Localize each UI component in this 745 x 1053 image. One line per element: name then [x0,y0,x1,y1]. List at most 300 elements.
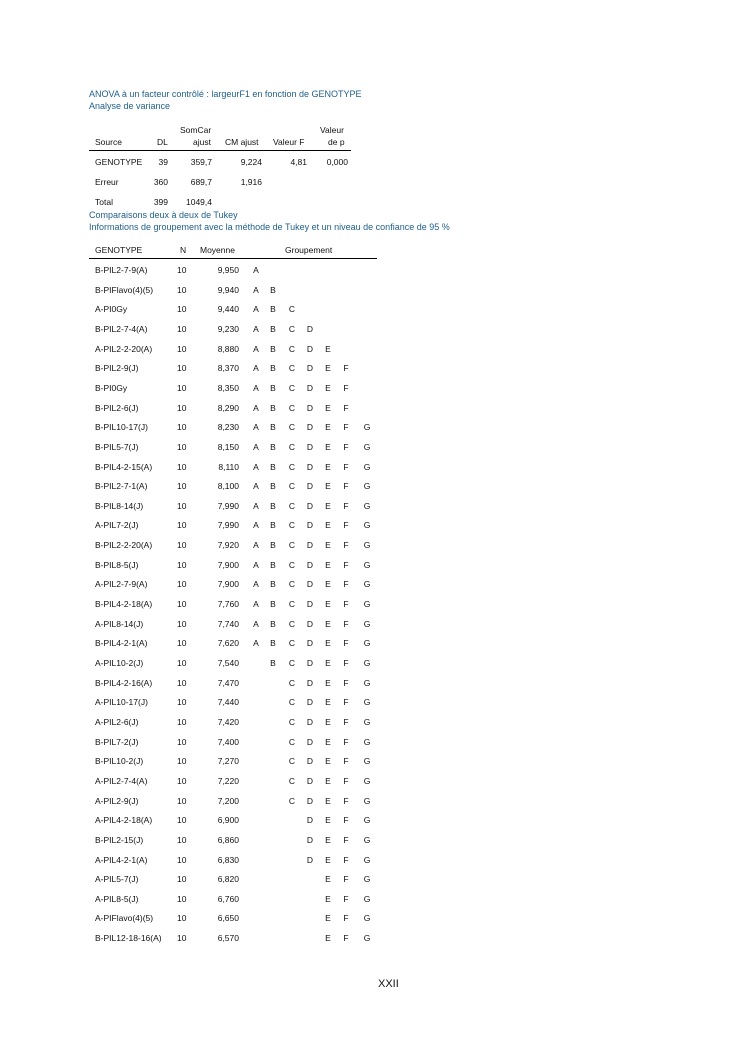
mean-cell: 8,150 [217,441,239,452]
group-letter-cell: D [306,716,314,727]
group-letter-cell: G [363,461,371,472]
group-letter-cell: F [343,658,349,668]
group-letter-cell: C [288,638,296,649]
group-letter-cell: C [288,402,296,413]
anova-ss-cell: 359,7 [190,157,212,167]
group-letter-cell: G [363,933,371,944]
group-letter-cell: C [288,677,296,688]
group-letter-cell: F [343,579,349,590]
mean-cell: 7,990 [217,500,239,511]
group-letter-cell: F [343,775,349,786]
group-letter-cell: F [343,599,349,610]
group-letter-cell: B [270,441,276,452]
group-letter-cell: G [363,716,371,727]
mean-cell: 7,420 [217,716,239,727]
group-letter-cell: C [288,382,296,393]
mean-cell: 9,230 [217,323,239,334]
group-letter-cell: E [325,716,331,727]
mean-cell: 9,950 [217,265,239,275]
anova-header-somcar-2: ajust [193,137,211,147]
group-letter-cell: D [306,795,314,806]
group-letter-cell: F [343,618,349,629]
group-letter-cell: D [306,658,314,668]
group-letter-cell: B [270,520,276,531]
group-letter-cell: G [363,481,371,492]
genotype-cell: B-PIL2-7-1(A) [95,481,148,492]
group-letter-cell: B [270,500,276,511]
group-letter-cell: E [325,382,331,393]
group-letter-cell: B [270,363,276,374]
mean-cell: 7,220 [217,775,239,786]
group-letter-cell: B [270,323,276,334]
mean-cell: 7,200 [217,795,239,806]
mean-cell: 7,900 [217,579,239,590]
genotype-cell: A-PIL2-6(J) [95,716,139,727]
n-cell: 10 [177,559,187,570]
group-letter-cell: B [270,284,276,295]
group-letter-cell: A [253,540,259,551]
group-letter-cell: F [343,481,349,492]
group-letter-cell: G [363,441,371,452]
genotype-cell: B-PIL5-7(J) [95,441,139,452]
anova-subtitle: Analyse de variance [89,101,171,111]
anova-header-source: Source [95,137,122,147]
genotype-cell: B-PIL8-14(J) [95,500,144,511]
group-letter-cell: D [306,736,314,747]
genotype-cell: B-PIL4-2-15(A) [95,461,153,472]
group-letter-cell: C [288,441,296,452]
anova-header-pvalue-2: de p [328,137,345,147]
group-letter-cell: D [306,618,314,629]
group-letter-cell: C [288,540,296,551]
group-letter-cell: A [253,579,259,590]
mean-cell: 6,860 [217,834,239,845]
group-letter-cell: E [325,422,331,433]
mean-cell: 9,440 [217,304,239,315]
group-letter-cell: D [306,677,314,688]
anova-header-pvalue-1: Valeur [320,125,344,135]
group-letter-cell: E [325,500,331,511]
group-letter-cell: F [343,461,349,472]
anova-p-cell: 0,000 [326,157,348,167]
group-letter-cell: A [253,500,259,511]
genotype-cell: B-PIL2-15(J) [95,834,144,845]
group-letter-cell: A [253,284,259,295]
group-letter-cell: E [325,893,331,904]
group-letter-cell: A [253,461,259,472]
group-letter-cell: E [325,441,331,452]
tukey-subtitle: Informations de groupement avec la méthode de Tukey et un niveau de confiance de 95 % [89,222,450,232]
n-cell: 10 [177,716,187,727]
genotype-cell: A-PIL10-2(J) [95,658,144,668]
n-cell: 10 [177,422,187,433]
mean-cell: 7,990 [217,520,239,531]
n-cell: 10 [177,284,187,295]
group-letter-cell: F [343,500,349,511]
group-letter-cell: D [306,402,314,413]
anova-header-cm: CM ajust [225,137,259,147]
group-letter-cell: E [325,775,331,786]
group-letter-cell: G [363,559,371,570]
group-letter-cell: E [325,579,331,590]
group-letter-cell: E [325,618,331,629]
group-letter-cell: D [306,323,314,334]
anova-title: ANOVA à un facteur contrôlé : largeurF1 en fonction de GENOTYPE [89,89,362,99]
group-letter-cell: E [325,736,331,747]
group-letter-cell: G [363,874,371,885]
n-cell: 10 [177,461,187,472]
genotype-cell: B-PIL12-18-16(A) [95,933,162,944]
group-letter-cell: B [270,382,276,393]
group-letter-cell: G [363,677,371,688]
group-letter-cell: G [363,540,371,551]
group-letter-cell: F [343,834,349,845]
group-letter-cell: E [325,343,331,354]
group-letter-cell: F [343,893,349,904]
genotype-cell: A-PIL2-9(J) [95,795,139,806]
group-letter-cell: F [343,422,349,433]
group-letter-cell: D [306,854,314,865]
anova-header-dl: DL [157,137,168,147]
group-letter-cell: E [325,481,331,492]
group-letter-cell: D [306,422,314,433]
group-letter-cell: A [253,402,259,413]
genotype-cell: B-PIL2-7-4(A) [95,323,148,334]
group-letter-cell: F [343,815,349,826]
n-cell: 10 [177,441,187,452]
group-letter-cell: C [288,323,296,334]
mean-cell: 7,470 [217,677,239,688]
mean-cell: 8,290 [217,402,239,413]
group-letter-cell: G [363,658,371,668]
group-letter-cell: F [343,441,349,452]
group-letter-cell: F [343,540,349,551]
n-cell: 10 [177,579,187,590]
group-letter-cell: C [288,422,296,433]
tukey-header-rule [89,258,377,259]
n-cell: 10 [177,697,187,708]
group-letter-cell: A [253,618,259,629]
group-letter-cell: C [288,559,296,570]
group-letter-cell: G [363,913,371,924]
n-cell: 10 [177,854,187,865]
mean-cell: 7,920 [217,540,239,551]
group-letter-cell: D [306,500,314,511]
mean-cell: 7,760 [217,599,239,610]
group-letter-cell: D [306,382,314,393]
genotype-cell: A-PIL7-2(J) [95,520,139,531]
n-cell: 10 [177,382,187,393]
group-letter-cell: E [325,677,331,688]
genotype-cell: A-PIL2-7-4(A) [95,775,148,786]
group-letter-cell: D [306,461,314,472]
group-letter-cell: B [270,540,276,551]
group-letter-cell: F [343,913,349,924]
group-letter-cell: A [253,265,259,275]
group-letter-cell: A [253,441,259,452]
mean-cell: 7,440 [217,697,239,708]
genotype-cell: B-PIL2-9(J) [95,363,139,374]
group-letter-cell: G [363,815,371,826]
group-letter-cell: A [253,559,259,570]
group-letter-cell: C [288,500,296,511]
n-cell: 10 [177,677,187,688]
genotype-cell: B-PIL2-7-9(A) [95,265,148,275]
genotype-cell: A-PIL10-17(J) [95,697,148,708]
group-letter-cell: A [253,382,259,393]
group-letter-cell: C [288,579,296,590]
group-letter-cell: D [306,540,314,551]
group-letter-cell: C [288,363,296,374]
group-letter-cell: E [325,599,331,610]
n-cell: 10 [177,893,187,904]
anova-ms-cell: 9,224 [240,157,262,167]
n-cell: 10 [177,913,187,924]
group-letter-cell: D [306,481,314,492]
anova-ms-cell: 1,916 [240,177,262,187]
group-letter-cell: E [325,834,331,845]
anova-source-cell: Total [95,197,113,207]
anova-dl-cell: 39 [158,157,168,167]
group-letter-cell: G [363,618,371,629]
group-letter-cell: D [306,363,314,374]
n-cell: 10 [177,520,187,531]
group-letter-cell: E [325,933,331,944]
group-letter-cell: A [253,304,259,315]
tukey-header-grouping: Groupement [285,245,333,255]
n-cell: 10 [177,834,187,845]
n-cell: 10 [177,638,187,649]
n-cell: 10 [177,775,187,786]
anova-header-rule [89,150,351,151]
genotype-cell: B-PIFlavo(4)(5) [95,284,154,295]
mean-cell: 8,370 [217,363,239,374]
group-letter-cell: G [363,422,371,433]
anova-dl-cell: 360 [153,177,168,187]
group-letter-cell: G [363,697,371,708]
mean-cell: 7,400 [217,736,239,747]
mean-cell: 8,110 [218,461,239,472]
group-letter-cell: G [363,579,371,590]
group-letter-cell: F [343,736,349,747]
n-cell: 10 [177,343,187,354]
tukey-header-n: N [180,245,187,255]
n-cell: 10 [177,323,187,334]
group-letter-cell: E [325,402,331,413]
mean-cell: 9,940 [217,284,239,295]
group-letter-cell: B [270,638,276,649]
group-letter-cell: G [363,520,371,531]
n-cell: 10 [177,756,187,767]
genotype-cell: B-PIL10-17(J) [95,422,148,433]
group-letter-cell: G [363,599,371,610]
group-letter-cell: F [343,559,349,570]
n-cell: 10 [177,618,187,629]
group-letter-cell: G [363,775,371,786]
genotype-cell: B-PIL4-2-1(A) [95,638,148,649]
tukey-title: Comparaisons deux à deux de Tukey [89,210,238,220]
genotype-cell: A-PIL2-2-20(A) [95,343,153,354]
group-letter-cell: A [253,638,259,649]
group-letter-cell: G [363,795,371,806]
mean-cell: 7,620 [217,638,239,649]
group-letter-cell: E [325,697,331,708]
genotype-cell: A-PIL4-2-1(A) [95,854,148,865]
n-cell: 10 [177,933,187,944]
group-letter-cell: E [325,854,331,865]
anova-dl-cell: 399 [153,197,168,207]
group-letter-cell: F [343,697,349,708]
genotype-cell: A-PIL5-7(J) [95,874,139,885]
group-letter-cell: F [343,933,349,944]
group-letter-cell: C [288,658,296,668]
group-letter-cell: A [253,363,259,374]
n-cell: 10 [177,304,187,315]
group-letter-cell: E [325,540,331,551]
group-letter-cell: C [288,736,296,747]
group-letter-cell: B [270,599,276,610]
group-letter-cell: E [325,795,331,806]
group-letter-cell: D [306,815,314,826]
genotype-cell: B-PI0Gy [95,382,128,393]
genotype-cell: B-PIL4-2-16(A) [95,677,153,688]
n-cell: 10 [177,363,187,374]
anova-f-cell: 4,81 [290,157,307,167]
group-letter-cell: E [325,559,331,570]
anova-header-somcar-1: SomCar [180,125,212,135]
group-letter-cell: A [253,599,259,610]
group-letter-cell: C [288,795,296,806]
mean-cell: 7,900 [217,559,239,570]
group-letter-cell: G [363,638,371,649]
group-letter-cell: B [270,461,276,472]
group-letter-cell: D [306,520,314,531]
genotype-cell: B-PIL10-2(J) [95,756,144,767]
group-letter-cell: B [270,481,276,492]
anova-ss-cell: 1049,4 [186,197,212,207]
group-letter-cell: E [325,913,331,924]
mean-cell: 6,820 [217,874,239,885]
anova-source-cell: GENOTYPE [95,157,143,167]
group-letter-cell: A [253,343,259,354]
n-cell: 10 [177,599,187,610]
n-cell: 10 [177,795,187,806]
group-letter-cell: F [343,638,349,649]
group-letter-cell: F [343,756,349,767]
group-letter-cell: F [343,854,349,865]
group-letter-cell: C [288,756,296,767]
genotype-cell: A-PIL8-5(J) [95,893,139,904]
group-letter-cell: C [288,461,296,472]
group-letter-cell: C [288,520,296,531]
n-cell: 10 [177,874,187,885]
mean-cell: 6,830 [217,854,239,865]
mean-cell: 6,650 [217,913,239,924]
mean-cell: 6,760 [217,893,239,904]
group-letter-cell: D [306,559,314,570]
group-letter-cell: G [363,834,371,845]
group-letter-cell: F [343,520,349,531]
group-letter-cell: D [306,697,314,708]
group-letter-cell: C [288,599,296,610]
group-letter-cell: D [306,579,314,590]
anova-header-f: Valeur F [273,137,305,147]
group-letter-cell: E [325,815,331,826]
group-letter-cell: G [363,893,371,904]
group-letter-cell: E [325,874,331,885]
group-letter-cell: A [253,481,259,492]
mean-cell: 8,230 [217,422,239,433]
group-letter-cell: D [306,834,314,845]
genotype-cell: A-PI0Gy [95,304,128,315]
page-number: XXII [378,978,399,990]
tukey-header-mean: Moyenne [200,245,235,255]
group-letter-cell: C [288,304,296,315]
mean-cell: 6,900 [217,815,239,826]
group-letter-cell: F [343,795,349,806]
n-cell: 10 [177,540,187,551]
tukey-header-genotype: GENOTYPE [95,245,143,255]
n-cell: 10 [177,736,187,747]
group-letter-cell: D [306,599,314,610]
group-letter-cell: D [306,775,314,786]
group-letter-cell: A [253,520,259,531]
n-cell: 10 [177,402,187,413]
group-letter-cell: B [270,343,276,354]
genotype-cell: A-PIL4-2-18(A) [95,815,153,826]
n-cell: 10 [177,500,187,511]
genotype-cell: A-PIL2-7-9(A) [95,579,148,590]
anova-ss-cell: 689,7 [190,177,212,187]
group-letter-cell: E [325,638,331,649]
group-letter-cell: D [306,343,314,354]
group-letter-cell: D [306,441,314,452]
genotype-cell: A-PIL8-14(J) [95,618,144,629]
group-letter-cell: E [325,756,331,767]
n-cell: 10 [177,815,187,826]
genotype-cell: B-PIL8-5(J) [95,559,139,570]
group-letter-cell: C [288,697,296,708]
group-letter-cell: B [270,579,276,590]
group-letter-cell: E [325,520,331,531]
group-letter-cell: E [325,461,331,472]
group-letter-cell: B [270,422,276,433]
n-cell: 10 [177,265,187,275]
mean-cell: 7,540 [217,658,239,668]
mean-cell: 6,570 [217,933,239,944]
group-letter-cell: E [325,658,331,668]
group-letter-cell: G [363,500,371,511]
genotype-cell: B-PIL2-2-20(A) [95,540,153,551]
group-letter-cell: G [363,854,371,865]
group-letter-cell: F [343,402,349,413]
group-letter-cell: D [306,638,314,649]
group-letter-cell: F [343,363,349,374]
group-letter-cell: G [363,736,371,747]
group-letter-cell: F [343,874,349,885]
n-cell: 10 [177,481,187,492]
group-letter-cell: B [270,304,276,315]
mean-cell: 8,100 [217,481,239,492]
group-letter-cell: C [288,716,296,727]
anova-source-cell: Erreur [95,177,119,187]
mean-cell: 8,880 [217,343,239,354]
group-letter-cell: B [270,559,276,570]
group-letter-cell: E [325,363,331,374]
group-letter-cell: F [343,382,349,393]
group-letter-cell: B [270,402,276,413]
group-letter-cell: C [288,481,296,492]
